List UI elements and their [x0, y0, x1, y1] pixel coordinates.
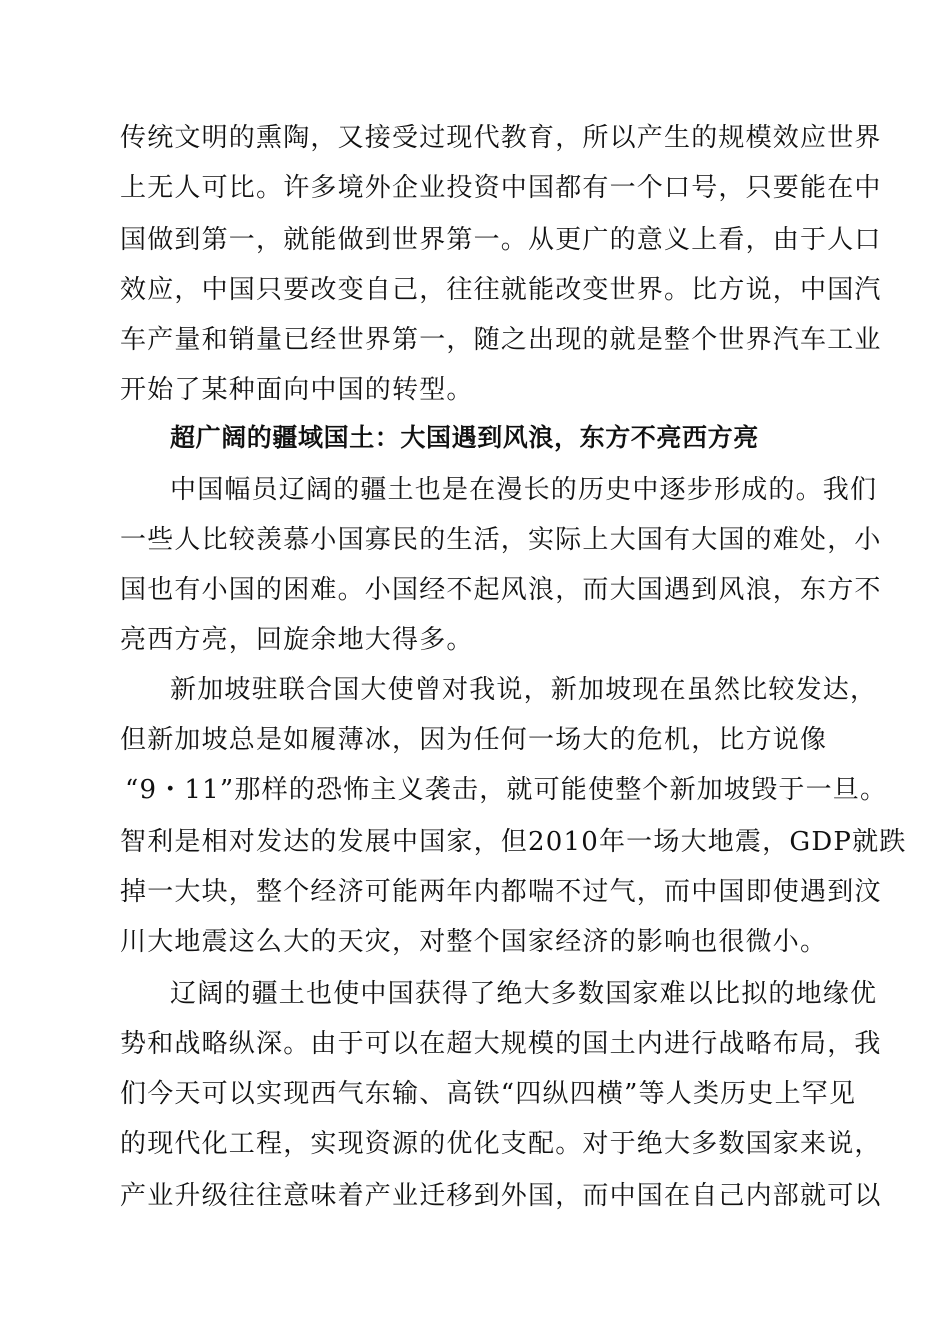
- text-line: 车产量和销量已经世界第一，随之出现的就是整个世界汽车工业: [120, 325, 882, 355]
- text-line: 上无人可比。许多境外企业投资中国都有一个口号，只要能在中: [120, 173, 882, 203]
- text-line: 国做到第一，就能做到世界第一。从更广的意义上看，由于人口: [120, 225, 882, 255]
- text-line: 辽阔的疆土也使中国获得了绝大多数国家难以比拟的地缘优: [170, 979, 878, 1009]
- text-line: 掉一大块，整个经济可能两年内都喘不过气，而中国即使遇到汶: [120, 877, 882, 907]
- text-line: 产业升级往往意味着产业迁移到外国，而中国在自己内部就可以: [120, 1181, 882, 1211]
- text-line: 一些人比较羡慕小国寡民的生活，实际上大国有大国的难处，小: [120, 525, 882, 555]
- text-line: 新加坡驻联合国大使曾对我说，新加坡现在虽然比较发达，: [170, 675, 878, 705]
- text-line: 势和战略纵深。由于可以在超大规模的国土内进行战略布局，我: [120, 1029, 882, 1059]
- text-line: 中国幅员辽阔的疆土也是在漫长的历史中逐步形成的。我们: [170, 475, 878, 505]
- text-line: 亮西方亮，回旋余地大得多。: [120, 625, 474, 655]
- text-line: 效应，中国只要改变自己，往往就能改变世界。比方说，中国汽: [120, 275, 882, 305]
- text-line: 国也有小国的困难。小国经不起风浪，而大国遇到风浪，东方不: [120, 575, 882, 605]
- text-line: “9・11”那样的恐怖主义袭击，就可能使整个新加坡毁于一旦。: [125, 775, 888, 805]
- text-line: 川大地震这么大的天灾，对整个国家经济的影响也很微小。: [120, 927, 828, 957]
- text-line: 但新加坡总是如履薄冰，因为任何一场大的危机，比方说像: [120, 725, 828, 755]
- text-line: 的现代化工程，实现资源的优化支配。对于绝大多数国家来说，: [120, 1129, 882, 1159]
- text-line: 传统文明的熏陶，又接受过现代教育，所以产生的规模效应世界: [120, 123, 882, 153]
- text-line: 们今天可以实现西气东输、高铁“四纵四横”等人类历史上罕见: [120, 1079, 857, 1109]
- text-line: 智利是相对发达的发展中国家，但2010年一场大地震，GDP就跌: [120, 827, 907, 857]
- text-line: 开始了某种面向中国的转型。: [120, 375, 474, 405]
- section-heading: 超广阔的疆域国土：大国遇到风浪，东方不亮西方亮: [170, 423, 759, 452]
